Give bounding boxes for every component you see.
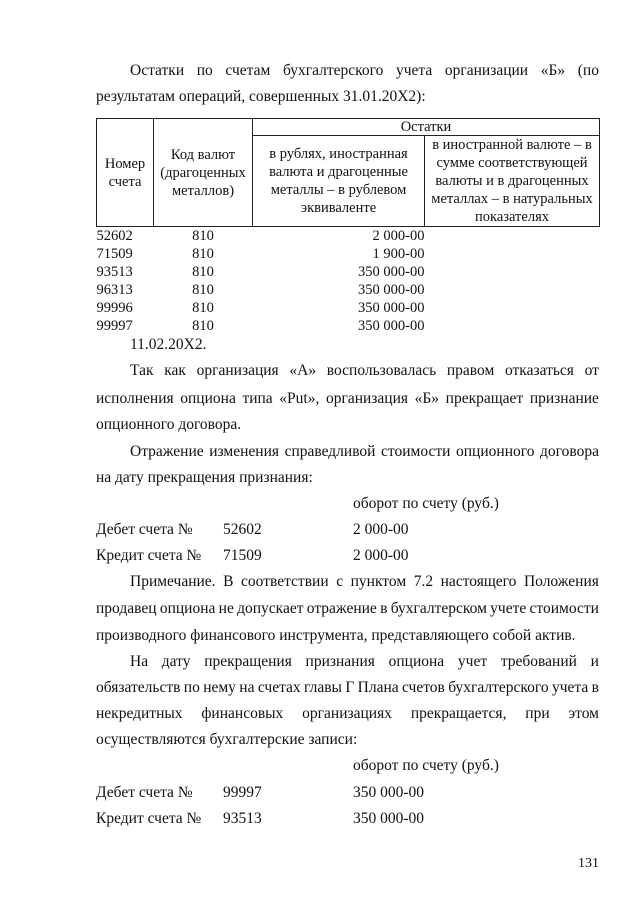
word: продавец xyxy=(96,600,157,617)
word: в xyxy=(591,679,599,696)
foreign-cell xyxy=(425,281,600,299)
rubles-cell: 350 000-00 xyxy=(358,318,425,334)
word: пунктом xyxy=(350,573,407,590)
word: с xyxy=(336,573,344,590)
foreign-cell xyxy=(425,227,600,246)
word: дату xyxy=(161,653,191,670)
entry2-debit-account: 99997 xyxy=(223,784,262,801)
word: Так xyxy=(130,362,154,379)
word: организации xyxy=(444,62,529,79)
header-balances: Остатки xyxy=(253,119,600,136)
word: прекращает xyxy=(445,390,524,407)
word: признания xyxy=(305,653,375,670)
para3-line-3 xyxy=(96,705,599,723)
account-cell: 99997 xyxy=(96,318,133,334)
word: и xyxy=(590,653,599,670)
word: стоимости xyxy=(381,443,451,460)
word: допускает xyxy=(237,600,304,617)
word: организация xyxy=(325,390,409,407)
word: учета xyxy=(552,679,589,696)
word: отражение xyxy=(306,600,377,617)
account-cell: 93513 xyxy=(96,264,133,280)
word: (по xyxy=(577,62,599,79)
word: опциона xyxy=(388,653,445,670)
word: учета xyxy=(395,62,433,79)
para3-line-2 xyxy=(96,679,599,697)
foreign-cell xyxy=(425,263,600,281)
word: 7.2 xyxy=(413,573,434,590)
word: счетов xyxy=(401,679,445,696)
word: «Put», xyxy=(279,390,320,407)
word: соответствии xyxy=(241,573,329,590)
word: главы xyxy=(304,679,342,696)
word: исполнения xyxy=(96,390,174,407)
entry2-credit-amount: 350 000-00 xyxy=(353,810,425,827)
currency-cell: 810 xyxy=(192,246,214,262)
word: стоимости xyxy=(529,600,599,617)
currency-cell: 810 xyxy=(192,282,214,298)
rubles-cell: 1 900-00 xyxy=(372,246,425,262)
foreign-cell xyxy=(425,245,600,263)
word: бухгалтерском xyxy=(390,600,487,617)
rubles-cell: 350 000-00 xyxy=(358,264,425,280)
header-currency-code: Код валют (драгоценных металлов) xyxy=(154,119,253,227)
word: организациях xyxy=(302,705,392,722)
word: учете xyxy=(490,600,527,617)
word: правом xyxy=(446,362,495,379)
currency-cell: 810 xyxy=(192,300,214,316)
word: этом xyxy=(568,705,599,722)
word: на xyxy=(239,679,255,696)
header-foreign: в иностранной валюте – в сумме соответствующей валюты и в драгоценных металлах – в натуральных показателях xyxy=(425,136,600,227)
note-line-3: производного финансового инструмента, представляющего собой актив. xyxy=(96,627,576,644)
word: изменения xyxy=(209,443,279,460)
word: справедливой xyxy=(284,443,376,460)
word: настоящего xyxy=(440,573,517,590)
entry2-credit-label: Кредит счета № xyxy=(96,810,202,827)
word: В xyxy=(223,573,234,590)
header-account: Номер счета xyxy=(97,119,154,227)
word: бухгалтерского xyxy=(282,62,384,79)
word: Плана xyxy=(357,679,399,696)
word: воспользовалась xyxy=(326,362,437,379)
note-line-1 xyxy=(130,573,599,591)
para1-line-2 xyxy=(96,390,599,408)
word: счетах xyxy=(257,679,301,696)
entry1-debit-amount: 2 000-00 xyxy=(353,521,409,538)
para2-line-1 xyxy=(130,443,599,461)
word: типа xyxy=(242,390,273,407)
para3-line-1 xyxy=(130,653,599,671)
word: при xyxy=(525,705,550,722)
word: как xyxy=(164,362,186,379)
account-cell: 71509 xyxy=(96,246,133,262)
intro-line-2: результатам операций, совершенных 31.01.20Х2): xyxy=(96,88,426,105)
page-number: 131 xyxy=(578,856,599,871)
word: опциона xyxy=(180,390,236,407)
para1-line-3: опционного договора. xyxy=(96,416,242,433)
currency-cell: 810 xyxy=(192,264,214,280)
table-row xyxy=(97,227,600,246)
table-row xyxy=(97,299,600,317)
word: Положения xyxy=(523,573,599,590)
word: требований xyxy=(500,653,577,670)
word: признание xyxy=(529,390,599,407)
entry2-debit-amount: 350 000-00 xyxy=(353,784,425,801)
word: по xyxy=(196,62,213,79)
table-row xyxy=(97,263,600,281)
word: счетам xyxy=(225,62,271,79)
word: в xyxy=(380,600,388,617)
word: обязательств xyxy=(96,679,181,696)
word: прекращения xyxy=(204,653,292,670)
entry1-credit-account: 71509 xyxy=(223,547,262,564)
word: Отражение xyxy=(130,443,204,460)
header-rubles: в рублях, иностранная валюта и драгоценные металлы – в рублевом эквиваленте xyxy=(253,136,425,227)
entry2-credit-account: 93513 xyxy=(223,810,262,827)
word: организация xyxy=(196,362,279,379)
word: На xyxy=(130,653,149,670)
word: не xyxy=(218,600,234,617)
foreign-cell xyxy=(425,317,600,335)
balance-table xyxy=(96,118,600,335)
word: опциона xyxy=(159,600,216,617)
table-row xyxy=(97,245,600,263)
foreign-cell xyxy=(425,299,600,317)
word: договора xyxy=(540,443,599,460)
account-cell: 99996 xyxy=(96,300,133,316)
word: финансовых xyxy=(201,705,284,722)
date-heading: 11.02.20Х2. xyxy=(130,336,207,353)
word: Остатки xyxy=(130,62,185,79)
intro-line-1 xyxy=(130,62,599,80)
word: Г xyxy=(345,679,355,696)
note-line-2 xyxy=(96,600,599,618)
rubles-cell: 350 000-00 xyxy=(358,300,425,316)
word: учет xyxy=(457,653,488,670)
account-cell: 52602 xyxy=(96,228,133,244)
entry1-credit-amount: 2 000-00 xyxy=(353,547,409,564)
word: опционного xyxy=(456,443,535,460)
currency-cell: 810 xyxy=(192,318,214,334)
entry1-debit-label: Дебет счета № xyxy=(96,521,193,538)
entry1-credit-label: Кредит счета № xyxy=(96,547,202,564)
word: бухгалтерского xyxy=(448,679,549,696)
entry2-turnover-label: оборот по счету (руб.) xyxy=(353,757,499,774)
entry1-debit-account: 52602 xyxy=(223,521,262,538)
word: некредитных xyxy=(96,705,183,722)
rubles-cell: 350 000-00 xyxy=(358,282,425,298)
word: отказаться xyxy=(504,362,574,379)
rubles-cell: 2 000-00 xyxy=(372,228,425,244)
word: от xyxy=(584,362,599,379)
word: «Б» xyxy=(540,62,566,79)
word: «Б» xyxy=(414,390,440,407)
word: прекращается, xyxy=(410,705,507,722)
word: «А» xyxy=(289,362,317,379)
entry2-debit-label: Дебет счета № xyxy=(96,784,193,801)
table-row xyxy=(97,281,600,299)
word: нему xyxy=(203,679,236,696)
table-row xyxy=(97,317,600,335)
currency-cell: 810 xyxy=(192,228,214,244)
entry1-turnover-label: оборот по счету (руб.) xyxy=(353,495,499,512)
word: по xyxy=(183,679,200,696)
para2-line-2: на дату прекращения признания: xyxy=(96,469,313,486)
word: Примечание. xyxy=(130,573,216,590)
account-cell: 96313 xyxy=(96,282,133,298)
para1-line-1 xyxy=(130,362,599,380)
para3-line-4: осуществляются бухгалтерские записи: xyxy=(96,731,358,748)
